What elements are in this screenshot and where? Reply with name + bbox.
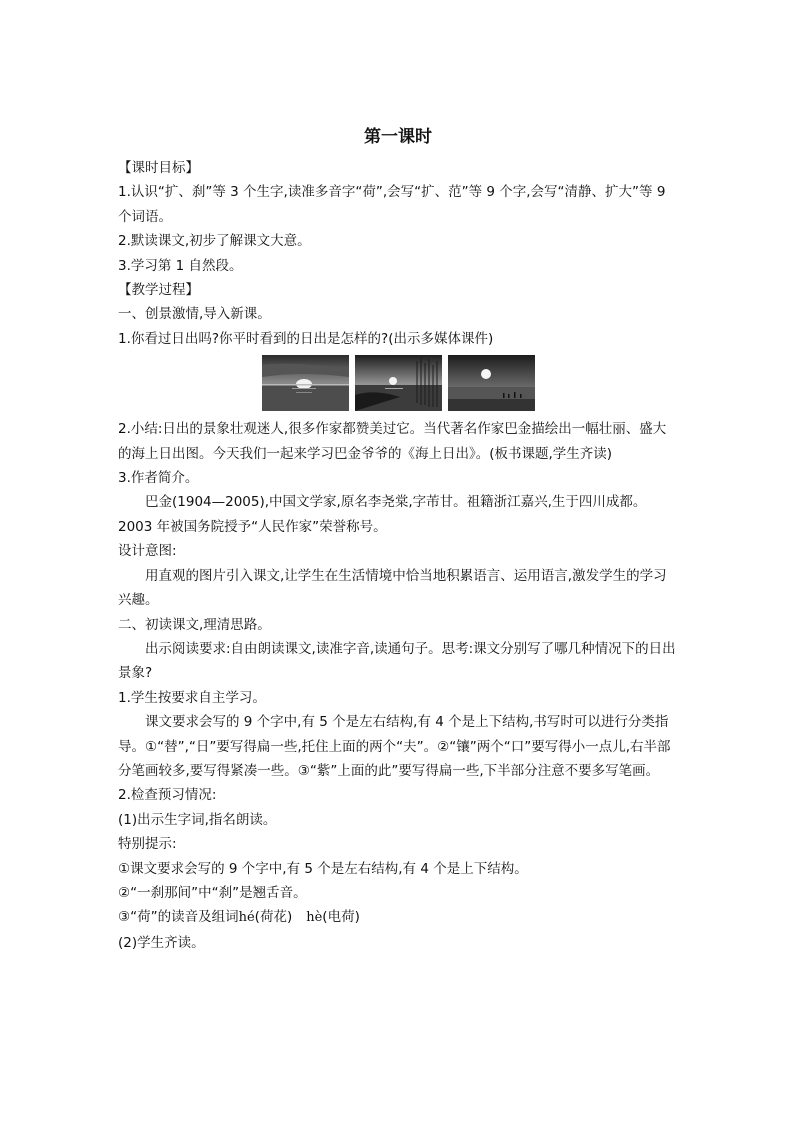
sunrise-photo-reeds-lake (355, 355, 442, 411)
sunrise-photo-sea-horizon (262, 355, 349, 411)
part-1-heading: 一、创景激情,导入新课。 (118, 306, 271, 323)
writing-guidance: 课文要求会写的 9 个字中,有 5 个是左右结构,有 4 个是上下结构,书写时可以进行分类指导。①“替”,“日”要写得扁一些,托住上面的两个“夫”。②“镶”两个“口”要写得小一点儿,右半部分笔画较多,要写得紧凑一些。③“紫”上面的此”要写得扁一些,下半部分注意不要多写笔画。 (118, 714, 671, 779)
reading-requirement: 出示阅读要求:自由朗读课文,读准字音,读通句子。思考:课文分别写了哪几种情况下的日出景象? (118, 640, 676, 682)
tip-3-prefix: ③“荷”的读音及组词 (118, 909, 239, 926)
goal-1: 1.认识“扩、刹”等 3 个生字,读准多音字“荷”,会写“扩、范”等 9 个字,会写“清静、扩大”等 9 个词语。 (118, 184, 666, 225)
section-goals-heading: 【课时目标】 (118, 160, 199, 176)
pinyin-he4: hè (306, 910, 323, 926)
lesson-content (118, 124, 678, 955)
self-study-step: 1.学生按要求自主学习。 (118, 689, 266, 706)
check-sub-2: (2)学生齐读。 (118, 934, 205, 951)
tip-3 (118, 905, 678, 930)
sunrise-photo-strip (118, 355, 678, 411)
page-title: 第一课时 (364, 127, 432, 147)
tip-3-word-1: (荷花) (254, 909, 293, 926)
goal-3: 3.学习第 1 自然段。 (118, 257, 243, 274)
author-intro: 巴金(1904—2005),中国文学家,原名李尧棠,字芾甘。祖籍浙江嘉兴,生于四川成都。2003 年被国务院授予“人民作家”荣誉称号。 (118, 494, 647, 535)
part-2-heading: 二、初读课文,理清思路。 (118, 616, 271, 633)
step-3: 3.作者简介。 (118, 470, 199, 487)
design-intent-text: 用直观的图片引入课文,让学生在生活情境中恰当地积累语言、运用语言,激发学生的学习兴趣。 (118, 567, 667, 609)
pinyin-he2: hé (238, 910, 255, 926)
step-1: 1.你看过日出吗?你平时看到的日出是怎样的?(出示多媒体课件) (118, 330, 494, 347)
step-2: 2.小结:日出的景象壮观迷人,很多作家都赞美过它。当代著名作家巴金描绘出一幅壮丽、盛大的海上日出图。今天我们一起来学习巴金爷爷的《海上日出》。(板书课题,学生齐读) (118, 421, 667, 462)
tip-1: ①课文要求会写的 9 个字中,有 5 个是左右结构,有 4 个是上下结构。 (118, 860, 528, 877)
tip-3-word-2: (电荷) (322, 909, 360, 926)
sunrise-photo-beach-people (448, 355, 535, 411)
check-preview-step: 2.检查预习情况: (118, 787, 217, 804)
section-process-heading: 【教学过程】 (118, 282, 199, 299)
tip-2: ②“一刹那间”中“刹”是翘舌音。 (118, 884, 307, 901)
design-intent-label: 设计意图: (118, 543, 177, 560)
goal-2: 2.默读课文,初步了解课文大意。 (118, 233, 311, 250)
tips-label: 特别提示: (118, 836, 177, 853)
check-sub-1: (1)出示生字词,指名朗读。 (118, 811, 277, 828)
